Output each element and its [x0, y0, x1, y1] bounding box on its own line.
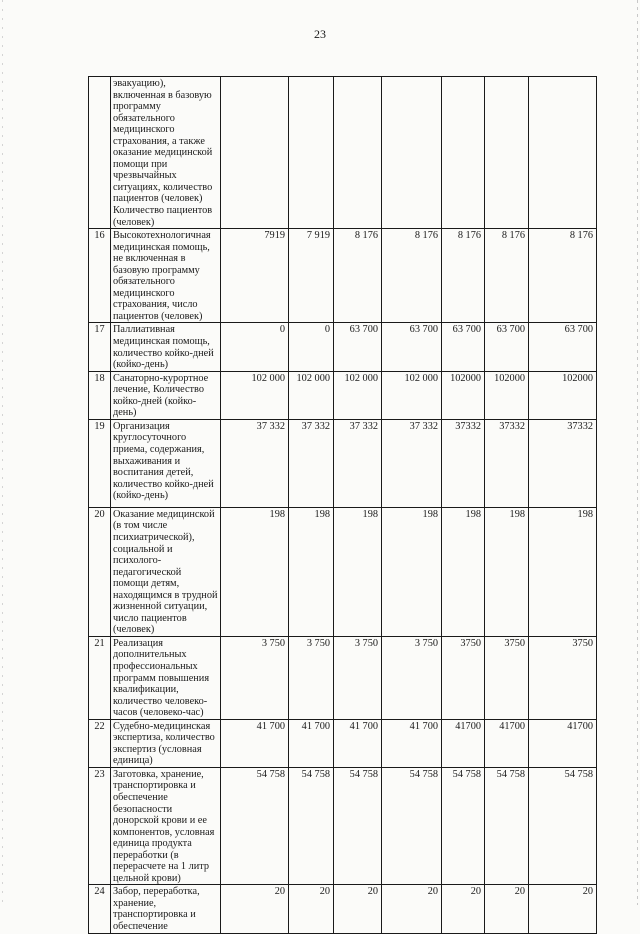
- value-cell-5: 20: [442, 885, 485, 934]
- value-cell-7: 41700: [529, 719, 597, 767]
- value-cell-4: [382, 77, 442, 229]
- table-row: [89, 419, 597, 507]
- row-description: Судебно-медицинская экспертиза, количество экспертиз (условная единица): [111, 719, 221, 767]
- value-cell-6: [485, 77, 529, 229]
- row-description: Оказание медицинской (в том числе психиатрической), социальной и психолого-педагогической помощи детям, находящимся в трудной жизненной ситуации, число пациентов (человек): [111, 507, 221, 636]
- value-cell-3: 3 750: [334, 636, 382, 719]
- value-cell-2: 41 700: [289, 719, 334, 767]
- row-description: Реализация дополнительных профессиональных программ повышения квалификации, количество человеко-часов (человеко-час): [111, 636, 221, 719]
- value-cell-2: 54 758: [289, 767, 334, 884]
- value-cell-2: 20: [289, 885, 334, 934]
- scan-edge-left: [2, 0, 3, 905]
- table-row: [89, 767, 597, 884]
- value-cell-3: 37 332: [334, 419, 382, 507]
- value-cell-1: 41 700: [221, 719, 289, 767]
- value-cell-4: 63 700: [382, 323, 442, 371]
- value-cell-6: 37332: [485, 419, 529, 507]
- value-cell-2: 37 332: [289, 419, 334, 507]
- table-row: [89, 636, 597, 719]
- row-number: 24: [89, 885, 111, 934]
- row-description: эвакуацию), включенная в базовую программу обязательного медицинского страхования, а также оказание медицинской помощи при чрезвычайных ситуациях, количество пациентов (человек) Количество пациентов (человек): [111, 77, 221, 229]
- value-cell-7: 102000: [529, 371, 597, 419]
- value-cell-4: 102 000: [382, 371, 442, 419]
- row-number: 22: [89, 719, 111, 767]
- value-cell-1: 7919: [221, 229, 289, 323]
- row-number: [89, 77, 111, 229]
- row-number: 17: [89, 323, 111, 371]
- value-cell-1: 102 000: [221, 371, 289, 419]
- value-cell-3: 41 700: [334, 719, 382, 767]
- value-cell-7: 54 758: [529, 767, 597, 884]
- value-cell-1: 0: [221, 323, 289, 371]
- data-table-container: [88, 76, 597, 934]
- row-description: Высокотехнологичная медицинская помощь, не включенная в базовую программу обязательного медицинского страхования, число пациентов (человек): [111, 229, 221, 323]
- table-row: [89, 885, 597, 934]
- value-cell-1: 54 758: [221, 767, 289, 884]
- value-cell-3: 198: [334, 507, 382, 636]
- value-cell-1: [221, 77, 289, 229]
- value-cell-6: 54 758: [485, 767, 529, 884]
- value-cell-5: 198: [442, 507, 485, 636]
- value-cell-6: 41700: [485, 719, 529, 767]
- value-cell-7: [529, 77, 597, 229]
- row-description: Организация круглосуточного приема, содержания, выхаживания и воспитания детей, количество койко-дней (койко-день): [111, 419, 221, 507]
- row-number: 19: [89, 419, 111, 507]
- value-cell-3: 8 176: [334, 229, 382, 323]
- value-cell-2: 0: [289, 323, 334, 371]
- row-number: 21: [89, 636, 111, 719]
- value-cell-5: [442, 77, 485, 229]
- value-cell-5: 3750: [442, 636, 485, 719]
- table-row: [89, 719, 597, 767]
- value-cell-5: 8 176: [442, 229, 485, 323]
- value-cell-2: 3 750: [289, 636, 334, 719]
- table-row: [89, 507, 597, 636]
- value-cell-7: 20: [529, 885, 597, 934]
- table-row: [89, 229, 597, 323]
- value-cell-3: 54 758: [334, 767, 382, 884]
- value-cell-1: 3 750: [221, 636, 289, 719]
- value-cell-2: 198: [289, 507, 334, 636]
- value-cell-7: 198: [529, 507, 597, 636]
- value-cell-7: 63 700: [529, 323, 597, 371]
- value-cell-4: 198: [382, 507, 442, 636]
- value-cell-6: 102000: [485, 371, 529, 419]
- scan-edge-right: [637, 0, 638, 905]
- value-cell-5: 41700: [442, 719, 485, 767]
- value-cell-4: 41 700: [382, 719, 442, 767]
- value-cell-6: 8 176: [485, 229, 529, 323]
- value-cell-4: 3 750: [382, 636, 442, 719]
- value-cell-6: 63 700: [485, 323, 529, 371]
- row-number: 16: [89, 229, 111, 323]
- value-cell-7: 8 176: [529, 229, 597, 323]
- table-body: [89, 77, 597, 934]
- value-cell-5: 54 758: [442, 767, 485, 884]
- value-cell-4: 37 332: [382, 419, 442, 507]
- value-cell-6: 3750: [485, 636, 529, 719]
- value-cell-4: 20: [382, 885, 442, 934]
- row-description: Забор, переработка, хранение, транспортировка и обеспечение: [111, 885, 221, 934]
- value-cell-7: 37332: [529, 419, 597, 507]
- value-cell-6: 20: [485, 885, 529, 934]
- value-cell-5: 63 700: [442, 323, 485, 371]
- row-number: 18: [89, 371, 111, 419]
- value-cell-3: 102 000: [334, 371, 382, 419]
- table-row: [89, 371, 597, 419]
- value-cell-5: 37332: [442, 419, 485, 507]
- value-cell-4: 54 758: [382, 767, 442, 884]
- value-cell-1: 20: [221, 885, 289, 934]
- row-number: 20: [89, 507, 111, 636]
- value-cell-2: 102 000: [289, 371, 334, 419]
- row-description: Заготовка, хранение, транспортировка и обеспечение безопасности донорской крови и ее компонентов, условная единица продукта переработки (в перерасчете на 1 литр цельной крови): [111, 767, 221, 884]
- value-cell-6: 198: [485, 507, 529, 636]
- page-number: 23: [314, 27, 326, 41]
- value-cell-1: 198: [221, 507, 289, 636]
- row-number: 23: [89, 767, 111, 884]
- value-cell-3: 20: [334, 885, 382, 934]
- value-cell-3: [334, 77, 382, 229]
- value-cell-3: 63 700: [334, 323, 382, 371]
- table-row: [89, 323, 597, 371]
- value-cell-5: 102000: [442, 371, 485, 419]
- row-description: Паллиативная медицинская помощь, количество койко-дней (койко-день): [111, 323, 221, 371]
- row-description: Санаторно-курортное лечение, Количество койко-дней (койко-день): [111, 371, 221, 419]
- value-cell-7: 3750: [529, 636, 597, 719]
- value-cell-4: 8 176: [382, 229, 442, 323]
- table-row: [89, 77, 597, 229]
- value-cell-1: 37 332: [221, 419, 289, 507]
- value-cell-2: [289, 77, 334, 229]
- value-cell-2: 7 919: [289, 229, 334, 323]
- data-table: [88, 76, 597, 934]
